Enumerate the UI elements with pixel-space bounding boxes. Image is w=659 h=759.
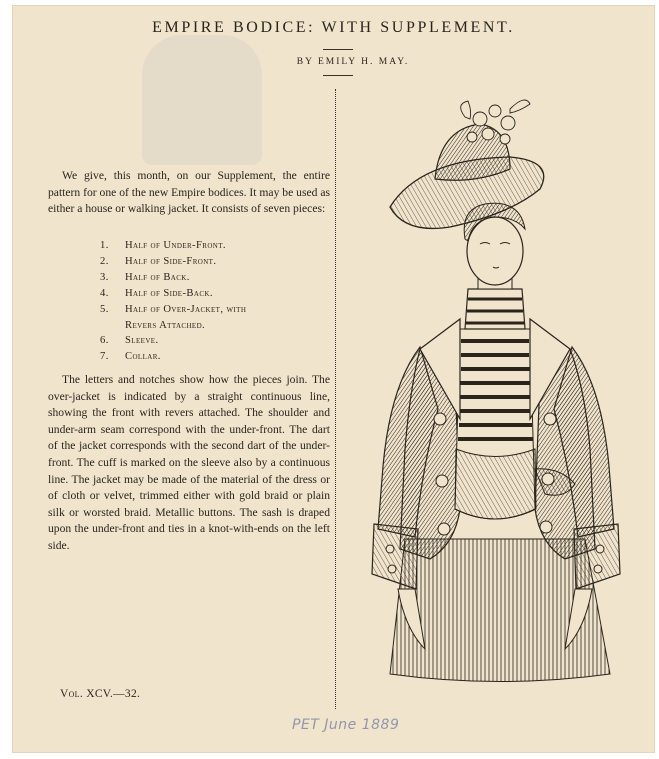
- bleed-through-shadow: [142, 35, 262, 165]
- magazine-page: [12, 5, 655, 753]
- pieces-list: [100, 238, 246, 365]
- author-byline: BY EMILY H. MAY.: [296, 57, 410, 67]
- byline-rule: [323, 75, 353, 76]
- list-item: 1. Half of Under-Front.: [100, 240, 226, 251]
- intro-paragraph: We give, this month, on our Supplement, the entire pattern for one of the new Empire bodices. It may be used as either a house or walking jacket. It consists of seven pieces:: [48, 169, 330, 216]
- title-rule: [323, 49, 353, 50]
- pencil-annotation: PET June 1889: [292, 717, 400, 733]
- list-item: 2. Half of Side-Front.: [100, 255, 217, 267]
- column-divider: [335, 89, 336, 709]
- list-item: 6. Sleeve.: [100, 335, 159, 347]
- list-item: 4. Half of Side-Back.: [100, 287, 213, 299]
- list-item: 7. Collar.: [100, 351, 161, 363]
- volume-number: Vol. XCV.—32.: [60, 688, 141, 700]
- list-item: 3. Half of Back.: [100, 271, 190, 283]
- instructions-paragraph: The letters and notches show how the pieces join. The over-jacket is indicated by a straight continuous line, showing the front with revers attached. The shoulder and under-arm seam correspond with the under-front. The dart of the jacket corresponds with the second dart of the under-front. The cuff is marked on the sleeve also by a continuous line. The jacket may be made of the material of the dress or of cloth or velvet, trimmed either with gold braid or plain silk or worsted braid. Metallic buttons. The sash is draped upon the under-front and ties in a knot-with-ends on the left side.: [48, 373, 330, 552]
- page-title: EMPIRE BODICE: WITH SUPPLEMENT.: [152, 19, 515, 36]
- list-item: 5. Half of Over-Jacket, with: [100, 303, 247, 315]
- list-item-continuation: Revers Attached.: [125, 319, 206, 331]
- fashion-engraving-illustration: [360, 89, 630, 701]
